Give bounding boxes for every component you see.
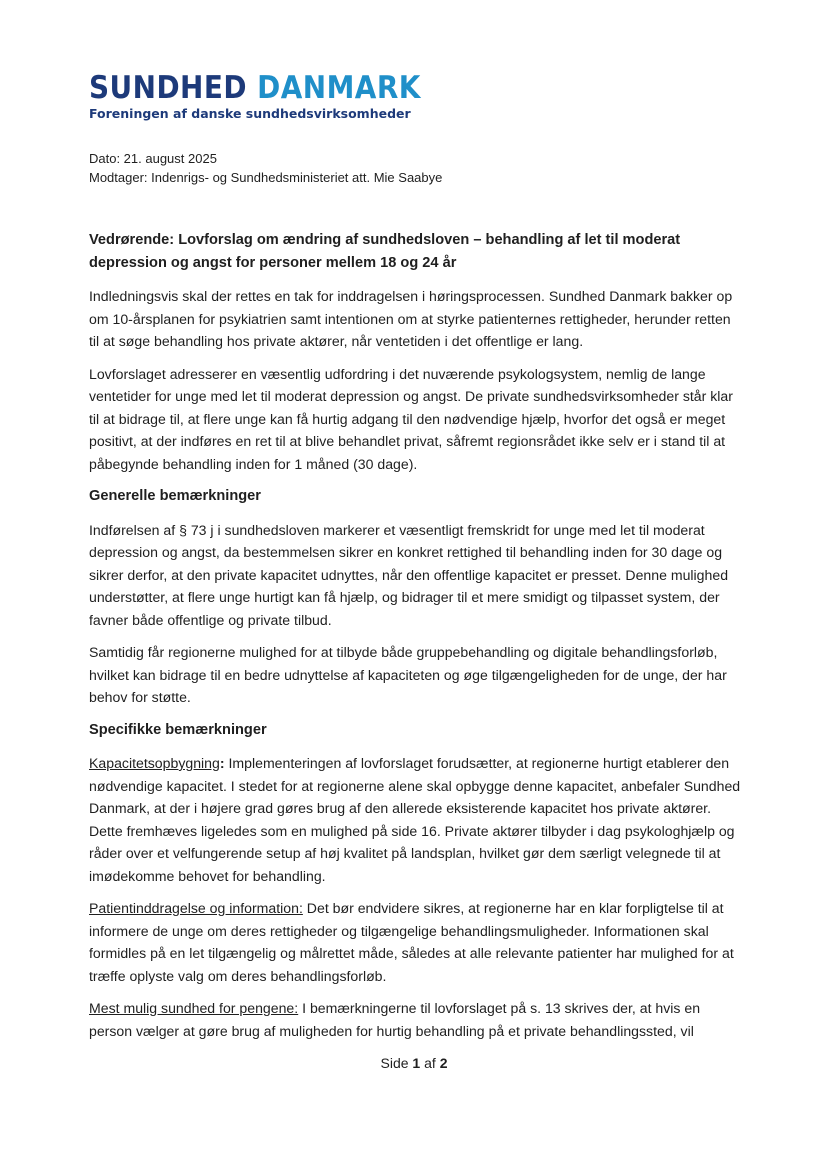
general-paragraph-2: Samtidig får regionerne mulighed for at tilbyde både gruppebehandling og digitale behandlingsforløb, hvilket kan bidrage til en bedre udnyttelse af kapaciteten og øge tilgængeligheden for de unge, der har behov for støtte. xyxy=(89,644,727,705)
logo-title-part2: DANMARK xyxy=(257,70,421,106)
capacity-text: Implementeringen af lovforslaget forudsætter, at regionerne hurtigt etablerer den nødvendige kapacitet. I stedet for at regionerne alene skal opbygge denne kapacitet, anbefaler Sundhed Danmark, at der i højere grad gøres brug af den allerede eksisterende kapacitet hos private aktører. Dette fremhæves ligeledes som en mulighed på side 16. Private aktører tilbyder i dag psykologhjælp og råder over et velfungerende setup af høj kvalitet på landsplan, hvilket gør dem særligt velegnede til at imødekomme behovet for behandling. xyxy=(89,755,741,884)
value-for-money-lead: Mest mulig sundhed for pengene: xyxy=(89,1000,299,1016)
value-for-money-paragraph xyxy=(89,997,743,1042)
footer-middle: af xyxy=(420,1055,440,1071)
logo-title xyxy=(89,72,421,105)
footer-prefix: Side xyxy=(380,1055,413,1071)
date-line: Dato: 21. august 2025 xyxy=(89,151,217,166)
capacity-lead: Kapacitetsopbygning xyxy=(89,755,220,771)
footer-page-total: 2 xyxy=(439,1055,448,1071)
specific-remarks-heading: Specifikke bemærkninger xyxy=(89,721,267,738)
logo-title-part1: SUNDHED xyxy=(89,70,247,106)
intro-paragraph-1: Indledningsvis skal der rettes en tak for inddragelsen i høringsprocessen. Sundhed Danmark bakker op om 10-årsplanen for psykiatrien samt intentionen om at styrke patienternes rettigheder, herunder retten til at søge behandling hos private aktører, når ventetiden i det offentlige er lang. xyxy=(89,288,733,349)
letter-body xyxy=(89,229,743,1052)
general-remarks-heading: Generelle bemærkninger xyxy=(89,488,261,504)
recipient-line: Modtager: Indenrigs- og Sundhedsministeriet att. Mie Saabye xyxy=(89,170,443,185)
patient-info-text: Det bør endvidere sikres, at regionerne har en klar forpligtelse til at informere de unge om deres rettigheder og tilgængelige behandlingsmuligheder. Informationen skal formidles på en let tilgængelig og målrettet måde, således at alle relevante patienter har mulighed for at træffe oplyste valg om deres behandlingsforløb. xyxy=(89,900,734,984)
footer-page-number: 1 xyxy=(412,1055,421,1071)
page-footer xyxy=(0,1055,828,1071)
patient-info-paragraph xyxy=(89,897,743,987)
letter-meta xyxy=(89,149,442,187)
value-for-money-text: I bemærkningerne til lovforslaget på s. 13 skrives der, at hvis en person vælger at gøre brug af muligheden for hurtig behandling på et private behandlingssted, vil xyxy=(89,1000,701,1039)
logo xyxy=(89,72,458,121)
capacity-paragraph xyxy=(89,752,743,887)
capacity-lead-colon: : xyxy=(219,755,225,771)
patient-info-lead: Patientinddragelse og information: xyxy=(89,900,303,916)
logo-subtitle: Foreningen af danske sundhedsvirksomheder xyxy=(89,106,411,121)
general-paragraph-1: Indførelsen af § 73 j i sundhedsloven markerer et væsentligt fremskridt for unge med let til moderat depression og angst, da bestemmelsen sikrer en konkret rettighed til behandling inden for 30 dage og sikrer derfor, at den private kapacitet udnyttes, når den offentlige kapacitet er presset. Denne mulighed understøtter, at flere unge hurtigt kan få hjælp, og bidrager til et mere smidigt og tilpasset system, der favner både offentlige og private tilbud. xyxy=(89,521,729,628)
subject-line: Vedrørende: Lovforslag om ændring af sundhedsloven – behandling af let til moderat depression og angst for personer mellem 18 og 24 år xyxy=(89,232,681,271)
intro-paragraph-2: Lovforslaget adresserer en væsentlig udfordring i det nuværende psykologsystem, nemlig de lange ventetider for unge med let til moderat depression og angst. De private sundhedsvirksomheder står klar til at bidrage til, at flere unge kan få hurtig adgang til den nødvendige hjælp, hvorfor det også er meget positivt, at der indføres en ret til at blive behandlet privat, såfremt regionsrådet ikke selv er i stand til at påbegynde behandling inden for 1 måned (30 dage). xyxy=(89,365,733,472)
